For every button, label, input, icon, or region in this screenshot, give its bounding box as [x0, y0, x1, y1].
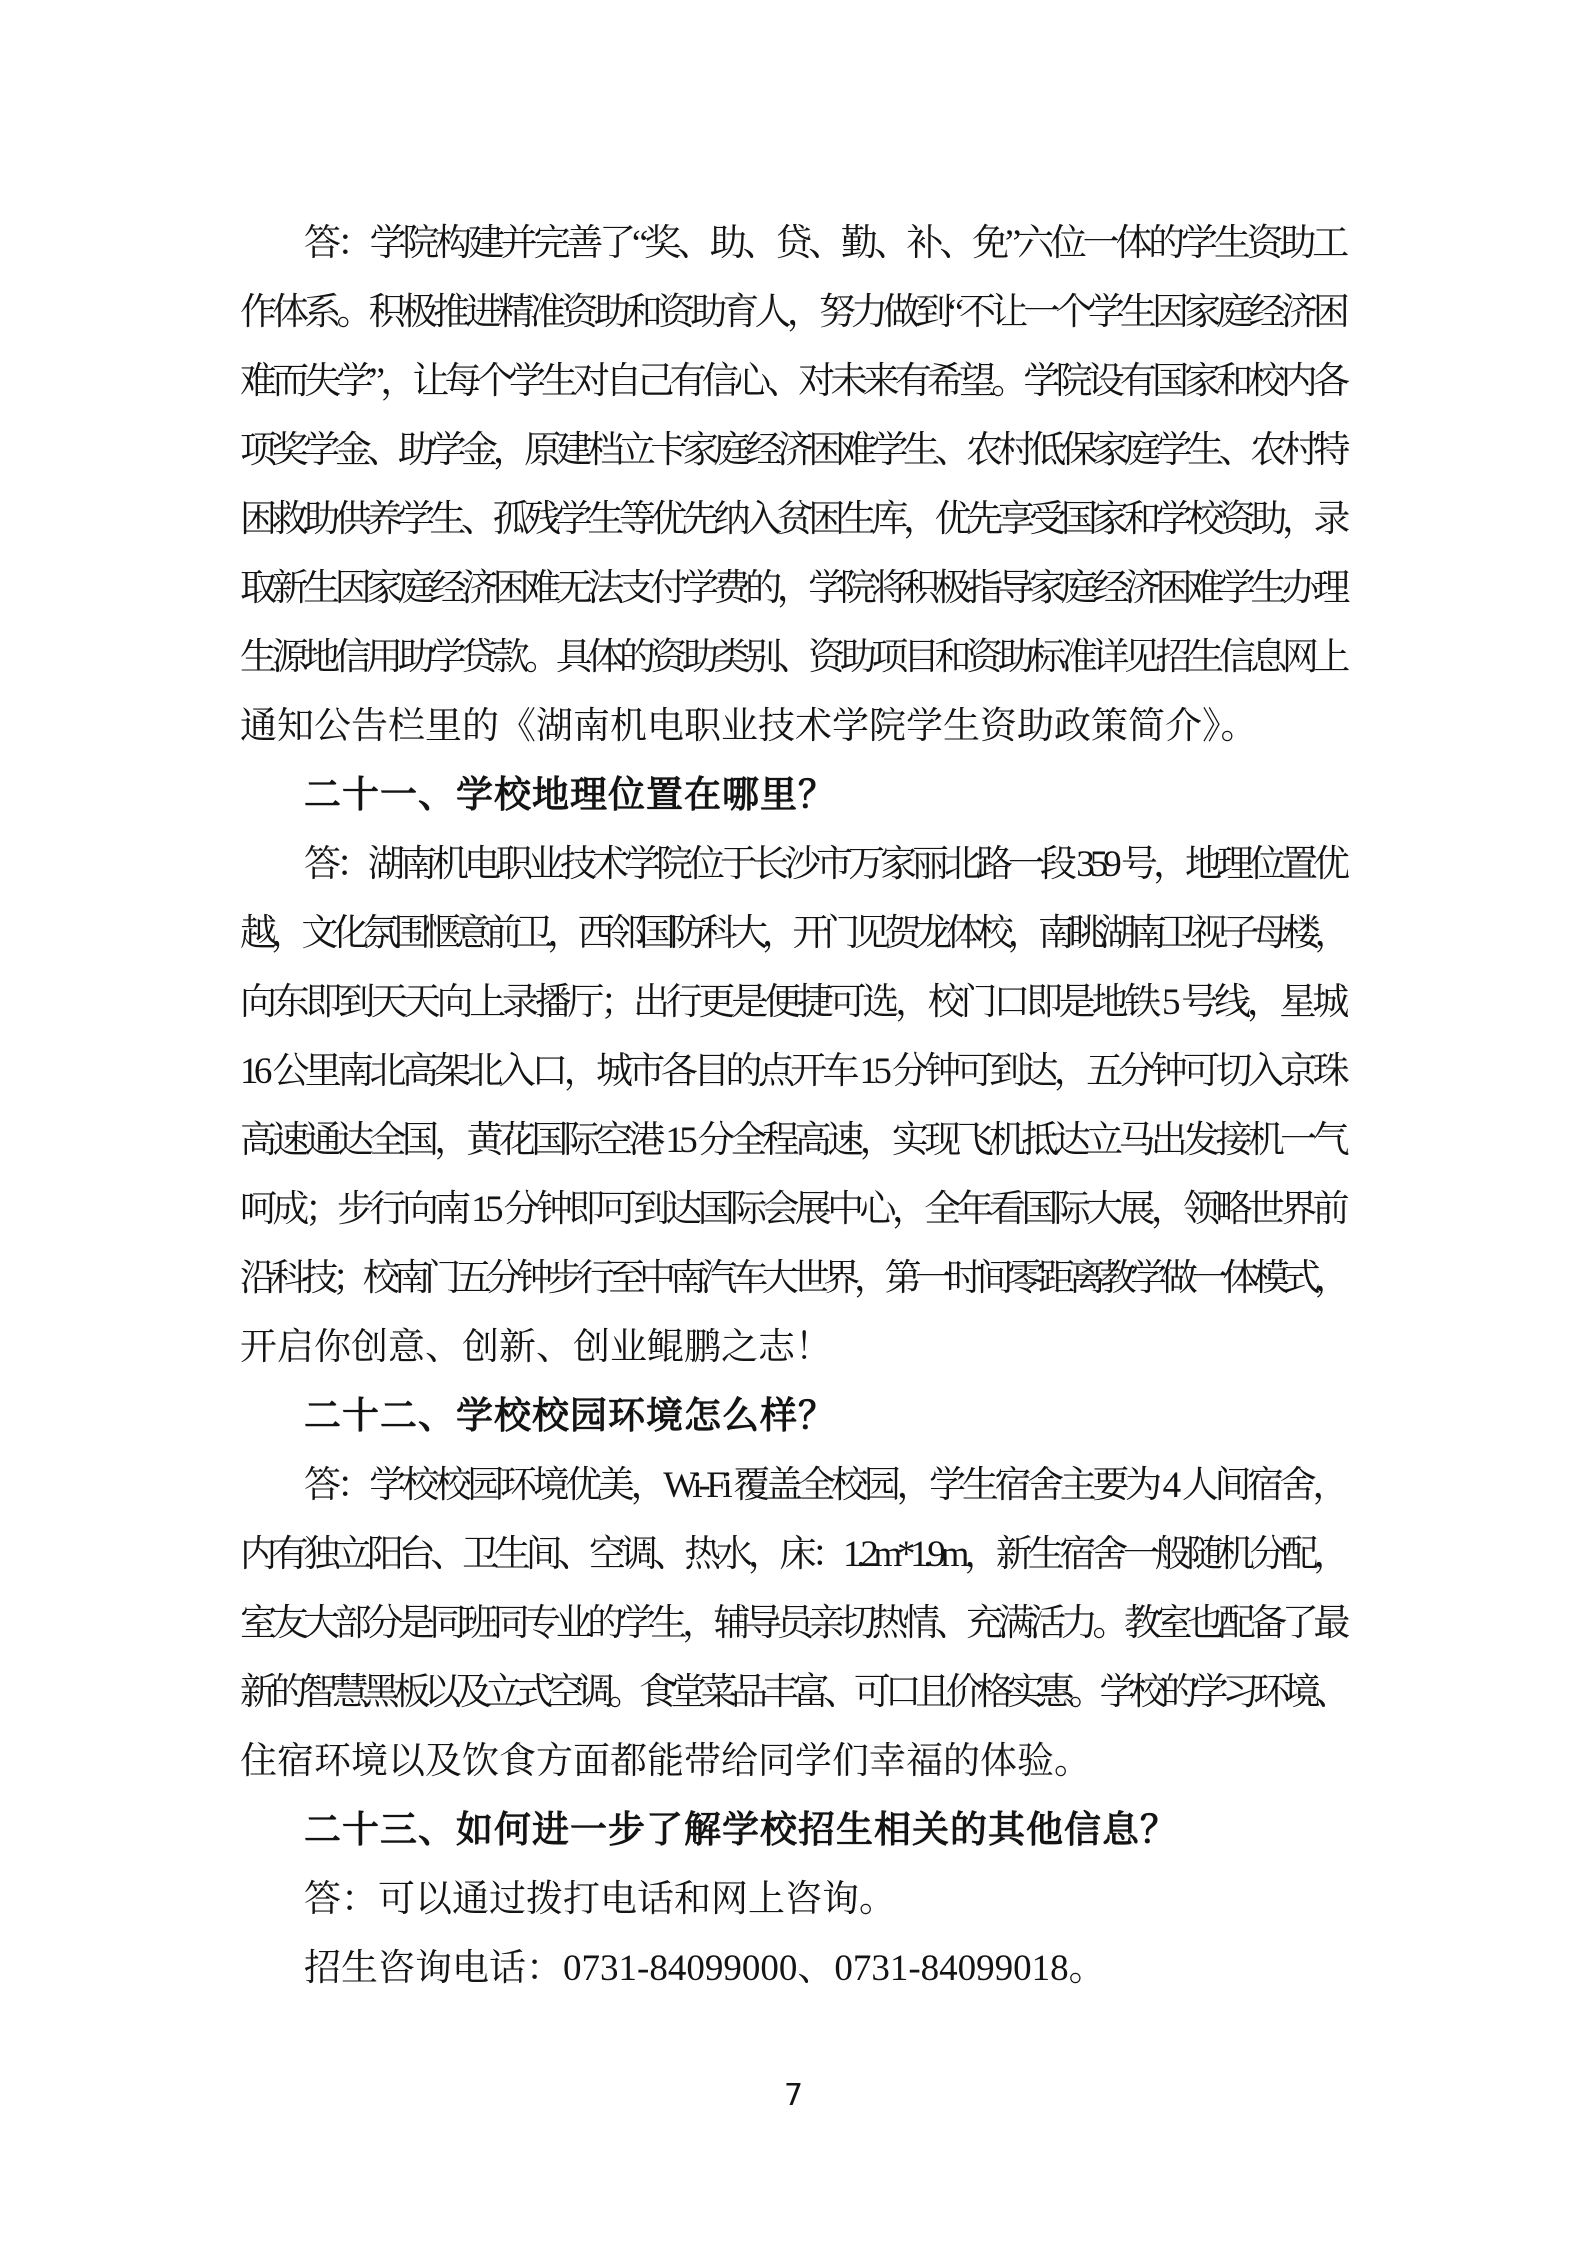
line-text: 答：可以通过拨打电话和网上咨询。: [304, 1879, 896, 1920]
text-line: [240, 485, 1345, 554]
line-text: 室友大部分是同班同专业的学生，辅导员亲切热情、充满活力。教室也配备了最: [240, 1603, 1345, 1644]
text-line: [240, 554, 1345, 623]
text-line: [240, 1865, 1345, 1934]
text-line: [240, 1244, 1345, 1313]
line-text: 16 公里南北高架北入口，城市各目的点开车 15 分钟可到达，五分钟可切入京珠: [240, 1051, 1345, 1092]
line-text: 高速通达全国，黄花国际空港 15 分全程高速，实现飞机抵达立马出发接机一气: [240, 1120, 1345, 1161]
line-text: 取新生因家庭经济困难无法支付学费的，学院将积极指导家庭经济困难学生办理: [240, 568, 1345, 609]
text-line: [240, 1520, 1345, 1589]
line-text: 招生咨询电话：0731-84099000、0731-84099018。: [304, 1948, 1106, 1989]
text-line: [240, 416, 1345, 485]
question-heading: [240, 761, 1345, 830]
line-text: 沿科技；校南门五分钟步行至中南汽车大世界，第一时间零距离教学做一体模式，: [240, 1258, 1345, 1299]
page-footer: [0, 2078, 1587, 2113]
text-line: [240, 692, 1345, 761]
text-line: [240, 1451, 1345, 1520]
text-line: [240, 1658, 1345, 1727]
line-text: 呵成；步行向南 15 分钟即可到达国际会展中心，全年看国际大展，领略世界前: [240, 1189, 1345, 1230]
line-text: 二十一、学校地理位置在哪里？: [304, 775, 836, 816]
text-line: [240, 1175, 1345, 1244]
text-line: [240, 1106, 1345, 1175]
text-line: [240, 1313, 1345, 1382]
line-text: 作体系。积极推进精准资助和资助育人，努力做到“不让一个学生因家庭经济困: [240, 292, 1345, 333]
line-text: 新的智慧黑板以及立式空调。食堂菜品丰富、可口且价格实惠。学校的学习环境、: [240, 1672, 1345, 1713]
text-line: [240, 1934, 1345, 2003]
text-line: [240, 1589, 1345, 1658]
line-text: 答：学院构建并完善了“奖、助、贷、勤、补、免”六位一体的学生资助工: [304, 223, 1345, 264]
line-text: 难而失学”，让每个学生对自己有信心、对未来有希望。学院设有国家和校内各: [240, 361, 1345, 402]
line-text: 内有独立阳台、卫生间、空调、热水，床：1.2m*1.9m，新生宿舍一般随机分配，: [240, 1534, 1345, 1575]
line-text: 答：湖南机电职业技术学院位于长沙市万家丽北路一段 359 号，地理位置优: [304, 844, 1345, 885]
question-heading: [240, 1382, 1345, 1451]
line-text: 二十三、如何进一步了解学校招生相关的其他信息？: [304, 1810, 1178, 1851]
line-text: 越，文化氛围惬意前卫，西邻国防科大，开门见贺龙体校，南眺湖南卫视子母楼，: [240, 913, 1345, 954]
text-line: [240, 899, 1345, 968]
line-text: 二十二、学校校园环境怎么样？: [304, 1396, 836, 1437]
text-line: [240, 1037, 1345, 1106]
line-text: 生源地信用助学贷款。具体的资助类别、资助项目和资助标准详见招生信息网上: [240, 637, 1345, 678]
line-text: 向东即到天天向上录播厅；出行更是便捷可选，校门口即是地铁 5 号线，星城: [240, 982, 1345, 1023]
text-line: [240, 830, 1345, 899]
line-text: 项奖学金、助学金，原建档立卡家庭经济困难学生、农村低保家庭学生、农村特: [240, 430, 1345, 471]
text-line: [240, 968, 1345, 1037]
line-text: 答：学校校园环境优美，Wi-Fi 覆盖全校园，学生宿舍主要为 4 人间宿舍，: [304, 1465, 1345, 1506]
text-line: [240, 209, 1345, 278]
text-line: [240, 347, 1345, 416]
page-number: 7: [783, 2078, 804, 2113]
line-text: 困救助供养学生、孤残学生等优先纳入贫困生库，优先享受国家和学校资助，录: [240, 499, 1345, 540]
question-heading: [240, 1796, 1345, 1865]
text-line: [240, 1727, 1345, 1796]
line-text: 通知公告栏里的《湖南机电职业技术学院学生资助政策简介》。: [240, 706, 1258, 747]
line-text: 开启你创意、创新、创业鲲鹏之志！: [240, 1327, 832, 1368]
text-line: [240, 623, 1345, 692]
document-content: [240, 209, 1345, 2003]
text-line: [240, 278, 1345, 347]
line-text: 住宿环境以及饮食方面都能带给同学们幸福的体验。: [240, 1741, 1091, 1782]
